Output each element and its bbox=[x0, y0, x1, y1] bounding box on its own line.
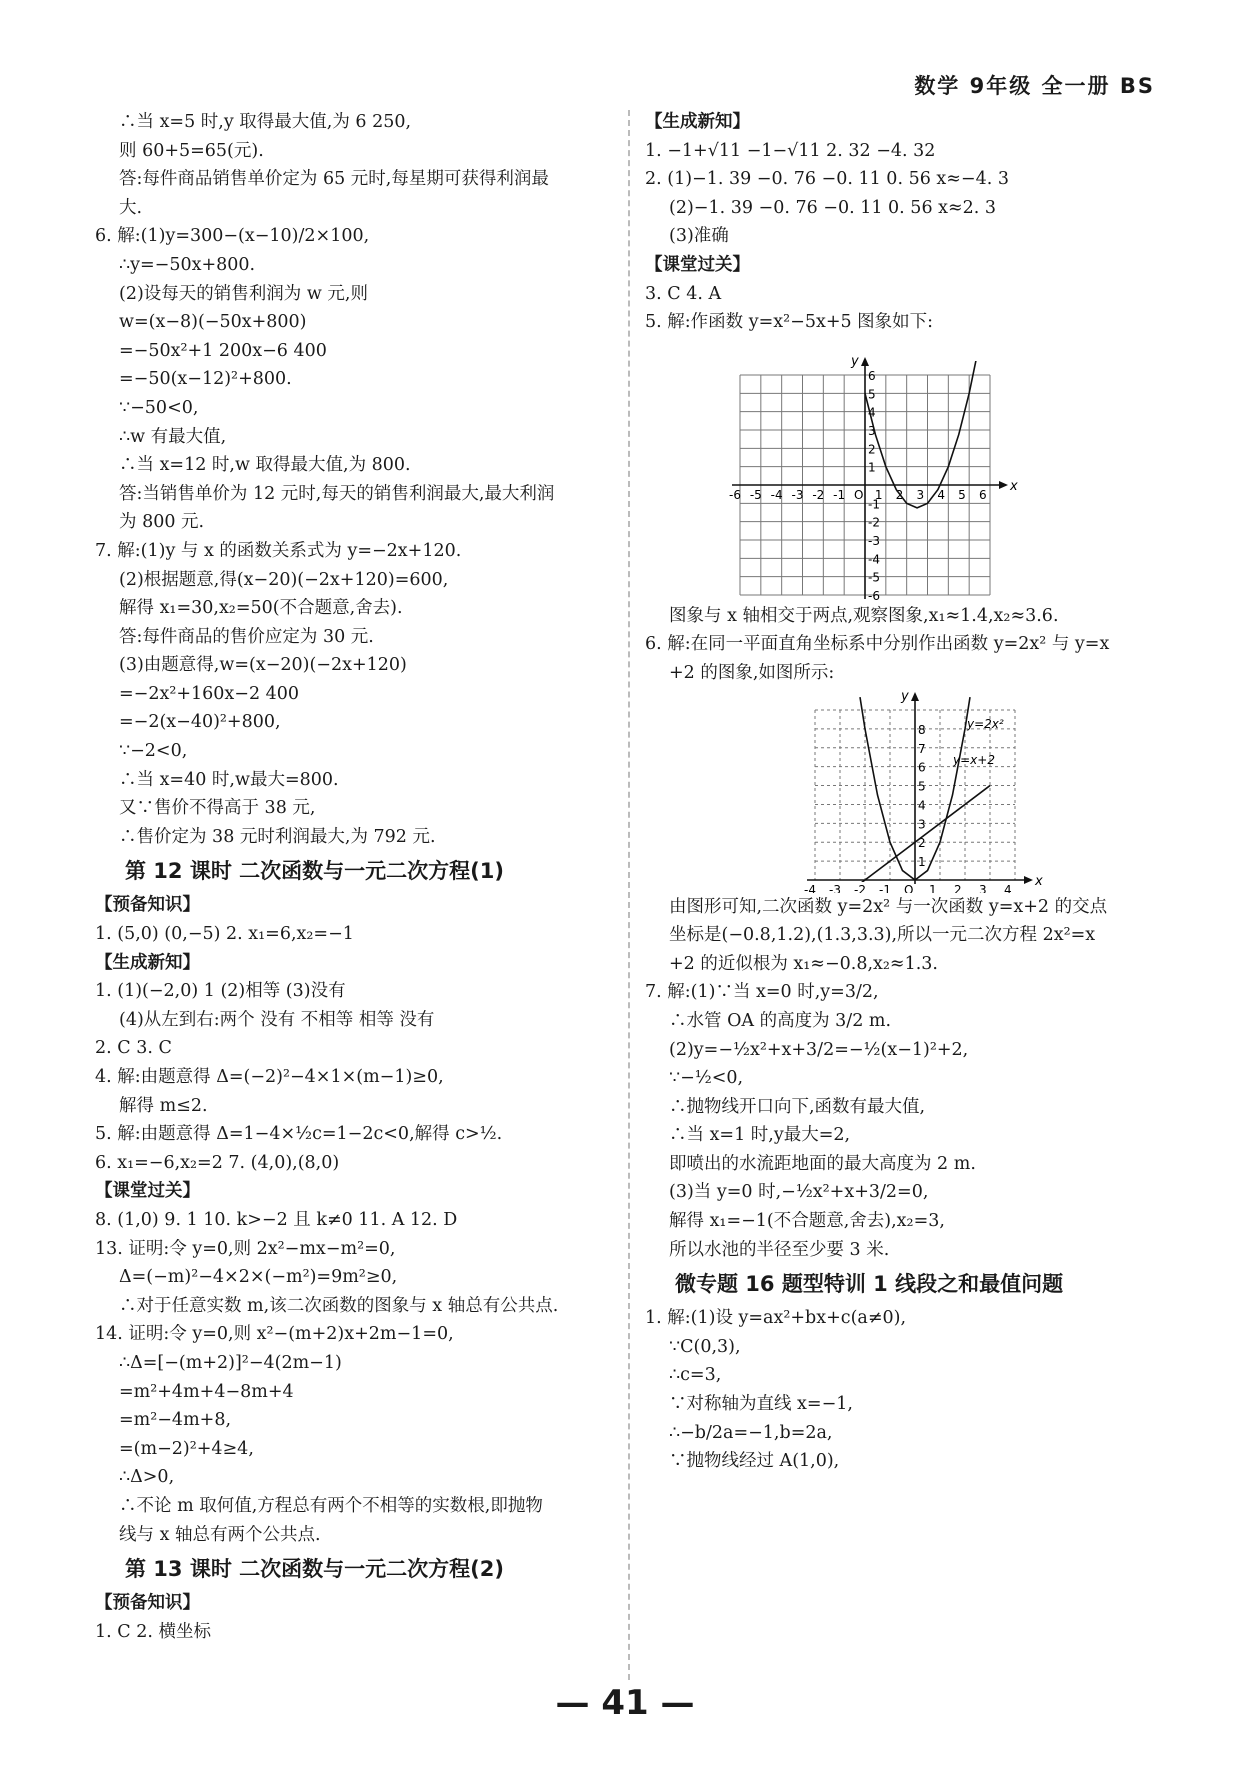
text-line: ∴对于任意实数 m,该二次函数的图象与 x 轴总有公共点. bbox=[119, 1295, 559, 1316]
x-tick-label: -4 bbox=[770, 487, 783, 502]
series-label: y=2x² bbox=[967, 716, 1004, 731]
text-line: (3)准确 bbox=[669, 226, 729, 247]
x-axis-label: x bbox=[1010, 478, 1018, 494]
text-line: 3. C 4. A bbox=[645, 283, 722, 304]
text-line: +2 的近似根为 x₁≈−0.8,x₂≈1.3. bbox=[669, 953, 938, 974]
text-line: 4. 解:由题意得 Δ=(−2)²−4×1×(m−1)≥0, bbox=[95, 1067, 444, 1087]
x-tick-label: O bbox=[904, 882, 914, 893]
x-tick-label: 1 bbox=[874, 487, 883, 502]
text-line: ∴售价定为 38 元时利润最大,为 792 元. bbox=[119, 826, 436, 847]
page-header: 数学 9年级 全一册 BS bbox=[914, 74, 1155, 98]
y-tick-label: 7 bbox=[918, 741, 926, 756]
text-line: 6. 解:在同一平面直角坐标系中分别作出函数 y=2x² 与 y=x bbox=[645, 634, 1110, 655]
x-tick-label: 4 bbox=[1004, 882, 1012, 893]
text-line: 又∵售价不得高于 38 元, bbox=[119, 798, 316, 819]
y-tick-label: 1 bbox=[918, 854, 926, 869]
y-axis-label: y bbox=[901, 688, 909, 704]
text-line: (4)从左到右:两个 没有 不相等 相等 没有 bbox=[119, 1009, 435, 1030]
text-line: 解得 m≤2. bbox=[119, 1095, 208, 1116]
right-top-block bbox=[645, 108, 1170, 337]
right-column bbox=[645, 108, 1170, 1476]
text-line: ∴不论 m 取何值,方程总有两个不相等的实数根,即抛物 bbox=[119, 1495, 543, 1516]
text-line: ∴−b/2a=−1,b=2a, bbox=[669, 1422, 833, 1443]
y-tick-label: -3 bbox=[868, 533, 880, 548]
y-tick-label: 3 bbox=[868, 423, 876, 438]
text-line: 2. (1)−1. 39 −0. 76 −0. 11 0. 56 x≈−4. 3 bbox=[645, 169, 1009, 190]
y-tick-label: -2 bbox=[868, 515, 880, 530]
left-column bbox=[95, 108, 610, 1646]
text-line: ∴当 x=5 时,y 取得最大值,为 6 250, bbox=[119, 112, 412, 132]
text-line: 坐标是(−0.8,1.2),(1.3,3.3),所以一元二次方程 2x²=x bbox=[669, 925, 1096, 946]
text-line: =−2(x−40)²+800, bbox=[119, 712, 281, 733]
text-line: 答:每件商品销售单价定为 65 元时,每星期可获得利润最 bbox=[119, 169, 549, 190]
figure-graph-1 bbox=[645, 337, 1170, 602]
text-line: 5. 解:由题意得 Δ=1−4×½c=1−2c<0,解得 c>½. bbox=[95, 1124, 503, 1145]
text-line: (2)y=−½x²+x+3/2=−½(x−1)²+2, bbox=[669, 1039, 969, 1060]
text-line: 由图形可知,二次函数 y=2x² 与一次函数 y=x+2 的交点 bbox=[669, 896, 1108, 917]
text-line: =(m−2)²+4≥4, bbox=[119, 1438, 254, 1459]
y-tick-label: 6 bbox=[918, 760, 926, 775]
y-tick-label: 2 bbox=[868, 442, 876, 457]
text-line: 6. x₁=−6,x₂=2 7. (4,0),(8,0) bbox=[95, 1152, 340, 1173]
x-axis-label: x bbox=[1035, 873, 1043, 889]
text-line: =−2x²+160x−2 400 bbox=[119, 683, 300, 704]
x-tick-label: -4 bbox=[804, 882, 816, 893]
text-line: 为 800 元. bbox=[119, 512, 205, 533]
text-line: 答:每件商品的售价应定为 30 元. bbox=[119, 626, 374, 647]
series-label: y=x+2 bbox=[953, 752, 995, 767]
subsection-heading: 【生成新知】 bbox=[95, 952, 200, 973]
x-tick-label: 4 bbox=[937, 487, 945, 502]
y-tick-label: -6 bbox=[868, 588, 880, 602]
text-line: =−50(x−12)²+800. bbox=[119, 369, 292, 390]
text-line: +2 的图象,如图所示: bbox=[669, 662, 835, 683]
x-tick-label: 2 bbox=[895, 487, 904, 502]
text-line: ∴y=−50x+800. bbox=[119, 254, 256, 275]
text-line: 8. (1,0) 9. 1 10. k>−2 且 k≠0 11. A 12. D bbox=[95, 1209, 458, 1230]
text-line: ∵抛物线经过 A(1,0), bbox=[669, 1451, 840, 1472]
x-tick-label: O bbox=[854, 487, 864, 502]
x-tick-label: 1 bbox=[929, 882, 937, 893]
chart-2x2-and-line bbox=[645, 688, 1170, 893]
text-line: 即喷出的水流距地面的最大高度为 2 m. bbox=[669, 1153, 976, 1174]
section-title: 微专题 16 题型特训 1 线段之和最值问题 bbox=[675, 1272, 1064, 1297]
x-tick-label: 3 bbox=[916, 487, 925, 502]
y-tick-label: 8 bbox=[918, 722, 926, 737]
x-tick-label: -3 bbox=[829, 882, 841, 893]
x-tick-label: 3 bbox=[979, 882, 987, 893]
y-tick-label: 4 bbox=[868, 405, 876, 420]
y-tick-label: 6 bbox=[868, 368, 876, 383]
column-divider bbox=[628, 110, 630, 1680]
text-line: (2)−1. 39 −0. 76 −0. 11 0. 56 x≈2. 3 bbox=[669, 197, 997, 218]
x-axis-arrow bbox=[999, 481, 1008, 489]
text-line: ∴w 有最大值, bbox=[119, 426, 227, 447]
text-line: 图象与 x 轴相交于两点,观察图象,x₁≈1.4,x₂≈3.6. bbox=[669, 605, 1059, 626]
y-tick-label: -5 bbox=[868, 570, 880, 585]
text-line: ∵−50<0, bbox=[119, 397, 199, 418]
subsection-heading: 【生成新知】 bbox=[645, 112, 750, 132]
text-line: ∴Δ>0, bbox=[119, 1467, 175, 1488]
y-tick-label: 1 bbox=[868, 460, 876, 475]
page-number: — 41 — bbox=[555, 1683, 695, 1723]
text-line: 解得 x₁=−1(不合题意,舍去),x₂=3, bbox=[669, 1211, 945, 1232]
y-axis-arrow bbox=[911, 692, 919, 701]
text-line: 线与 x 轴总有两个公共点. bbox=[119, 1524, 321, 1545]
x-tick-label: 5 bbox=[958, 487, 966, 502]
y-tick-label: 5 bbox=[918, 779, 926, 794]
text-line: Δ=(−m)²−4×2×(−m²)=9m²≥0, bbox=[119, 1267, 398, 1288]
section-title: 第 12 课时 二次函数与一元二次方程(1) bbox=[125, 859, 504, 884]
y-tick-label: 4 bbox=[918, 797, 926, 812]
subsection-heading: 【课堂过关】 bbox=[95, 1181, 200, 1202]
y-tick-label: 2 bbox=[918, 835, 926, 850]
x-tick-label: -2 bbox=[854, 882, 866, 893]
text-line: 所以水池的半径至少要 3 米. bbox=[669, 1239, 890, 1260]
text-line: 1. −1+√11 −1−√11 2. 32 −4. 32 bbox=[645, 140, 936, 161]
x-tick-label: -5 bbox=[749, 487, 762, 502]
text-line: (3)由题意得,w=(x−20)(−2x+120) bbox=[119, 655, 407, 676]
figure-graph-2 bbox=[645, 688, 1170, 893]
text-line: (2)根据题意,得(x−20)(−2x+120)=600, bbox=[119, 569, 449, 590]
subsection-heading: 【预备知识】 bbox=[95, 1593, 200, 1614]
y-axis-label: y bbox=[851, 353, 859, 369]
y-tick-label: -4 bbox=[868, 552, 880, 567]
text-line: =−50x²+1 200x−6 400 bbox=[119, 340, 327, 361]
text-line: ∴当 x=40 时,w最大=800. bbox=[119, 769, 339, 790]
section-title: 第 13 课时 二次函数与一元二次方程(2) bbox=[125, 1557, 504, 1582]
text-line: ∴Δ=[−(m+2)]²−4(2m−1) bbox=[119, 1352, 342, 1373]
text-line: 5. 解:作函数 y=x²−5x+5 图象如下: bbox=[645, 312, 934, 333]
x-axis-arrow bbox=[1024, 876, 1033, 884]
y-tick-label: 3 bbox=[918, 816, 926, 831]
text-line: 6. 解:(1)y=300−(x−10)/2×100, bbox=[95, 226, 370, 247]
x-tick-label: -2 bbox=[812, 487, 825, 502]
text-line: ∴当 x=1 时,y最大=2, bbox=[669, 1125, 851, 1146]
y-tick-label: -1 bbox=[868, 497, 880, 512]
text-line: 解得 x₁=30,x₂=50(不合题意,舍去). bbox=[119, 598, 403, 619]
x-tick-label: -1 bbox=[879, 882, 891, 893]
x-tick-label: -1 bbox=[833, 487, 846, 502]
text-line: 2. C 3. C bbox=[95, 1038, 172, 1059]
text-line: 13. 证明:令 y=0,则 2x²−mx−m²=0, bbox=[95, 1238, 396, 1259]
text-line: (2)设每天的销售利润为 w 元,则 bbox=[119, 283, 368, 304]
text-line: w=(x−8)(−50x+800) bbox=[119, 312, 307, 333]
text-line: ∴抛物线开口向下,函数有最大值, bbox=[669, 1096, 926, 1117]
text-line: 14. 证明:令 y=0,则 x²−(m+2)x+2m−1=0, bbox=[95, 1324, 454, 1345]
text-line: ∴当 x=12 时,w 取得最大值,为 800. bbox=[119, 455, 411, 476]
text-line: 大. bbox=[119, 197, 143, 218]
y-axis-arrow bbox=[861, 357, 869, 366]
text-line: 1. C 2. 横坐标 bbox=[95, 1621, 211, 1642]
text-line: =m²−4m+8, bbox=[119, 1410, 232, 1431]
text-line: 7. 解:(1)y 与 x 的函数关系式为 y=−2x+120. bbox=[95, 540, 462, 561]
text-line: 1. 解:(1)设 y=ax²+bx+c(a≠0), bbox=[645, 1308, 907, 1329]
text-line: ∵C(0,3), bbox=[669, 1336, 741, 1357]
text-line: ∵对称轴为直线 x=−1, bbox=[669, 1394, 853, 1415]
text-line: ∵−2<0, bbox=[119, 741, 188, 762]
text-line: ∵−½<0, bbox=[669, 1068, 744, 1089]
y-tick-label: 5 bbox=[868, 387, 876, 402]
chart-parabola-x2-5x-5 bbox=[645, 337, 1170, 602]
x-tick-label: 2 bbox=[954, 882, 962, 893]
x-tick-label: -6 bbox=[729, 487, 741, 502]
text-line: 1. (1)(−2,0) 1 (2)相等 (3)没有 bbox=[95, 981, 346, 1002]
text-line: 1. (5,0) (0,−5) 2. x₁=6,x₂=−1 bbox=[95, 924, 354, 945]
text-line: =m²+4m+4−8m+4 bbox=[119, 1381, 294, 1402]
text-line: 7. 解:(1)∵当 x=0 时,y=3/2, bbox=[645, 982, 879, 1003]
right-bottom-block bbox=[645, 893, 1170, 1476]
right-mid-block bbox=[645, 602, 1170, 688]
text-line: (3)当 y=0 时,−½x²+x+3/2=0, bbox=[669, 1182, 929, 1203]
subsection-heading: 【课堂过关】 bbox=[645, 254, 750, 275]
text-line: ∴c=3, bbox=[669, 1365, 722, 1386]
text-line: 则 60+5=65(元). bbox=[119, 140, 264, 161]
text-line: ∴水管 OA 的高度为 3/2 m. bbox=[669, 1010, 892, 1031]
x-tick-label: 6 bbox=[979, 487, 987, 502]
text-line: 答:当销售单价为 12 元时,每天的销售利润最大,最大利润 bbox=[119, 483, 555, 504]
x-tick-label: -3 bbox=[791, 487, 804, 502]
subsection-heading: 【预备知识】 bbox=[95, 895, 200, 916]
